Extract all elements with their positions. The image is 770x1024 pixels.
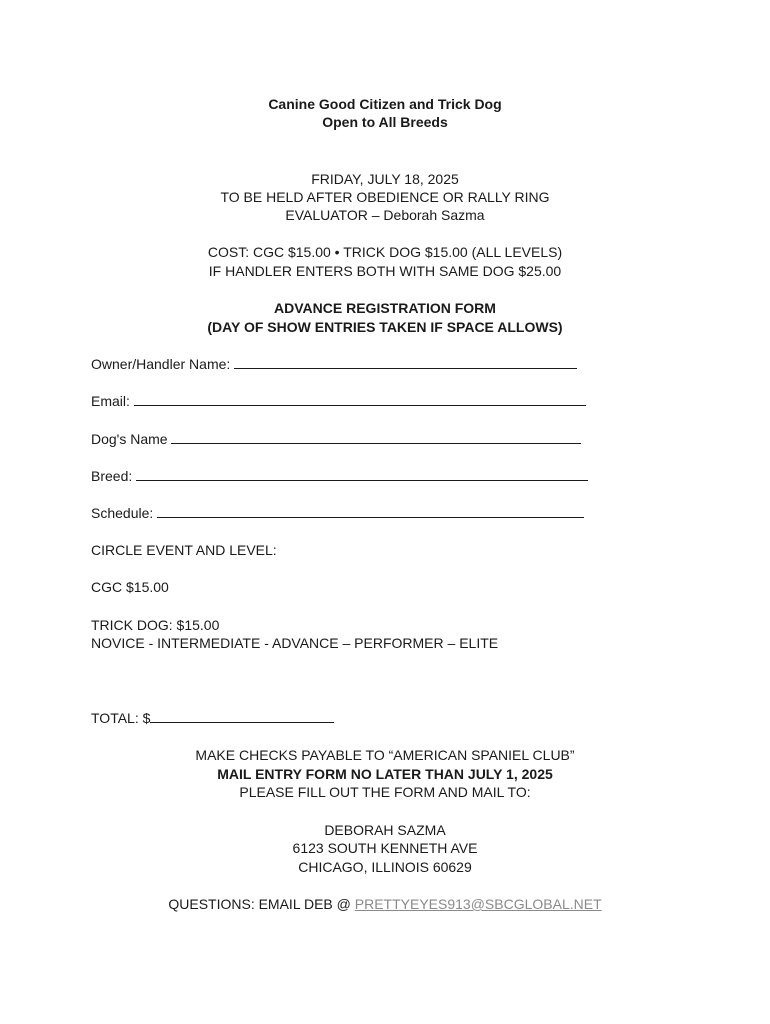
total-input-line[interactable] [150,709,334,723]
owner-field [91,355,577,373]
total-field [91,709,334,727]
dog-name-label: Dog's Name [91,431,168,447]
owner-input-line[interactable] [234,355,577,369]
trick-dog-option[interactable]: TRICK DOG: $15.00 [91,617,220,633]
mail-instruction: PLEASE FILL OUT THE FORM AND MAIL TO: [239,784,531,800]
breed-label: Breed: [91,468,133,484]
total-label: TOTAL: $ [91,710,151,726]
schedule-label: Schedule: [91,505,154,521]
dog-name-input-line[interactable] [171,430,581,444]
address-name: DEBORAH SAZMA [324,822,446,838]
address-city: CHICAGO, ILLINOIS 60629 [298,859,472,875]
cost-line: COST: CGC $15.00 • TRICK DOG $15.00 (ALL LEVELS) [207,244,563,260]
breed-field [91,467,588,485]
address-street: 6123 SOUTH KENNETH AVE [292,840,478,856]
cgc-option[interactable]: CGC $15.00 [91,579,169,595]
owner-label: Owner/Handler Name: [91,356,231,372]
email-input-line[interactable] [134,392,586,406]
event-evaluator: EVALUATOR – Deborah Sazma [285,207,485,223]
contact-email-link[interactable]: PRETTYEYES913@SBCGLOBAL.NET [354,896,602,912]
document-subtitle: Open to All Breeds [322,114,448,130]
event-location: TO BE HELD AFTER OBEDIENCE OR RALLY RING [220,189,550,205]
email-field [91,392,586,410]
cost-combo-line: IF HANDLER ENTERS BOTH WITH SAME DOG $25.00 [208,263,562,279]
questions-line [0,895,770,913]
circle-event-instruction: CIRCLE EVENT AND LEVEL: [91,542,277,558]
event-date: FRIDAY, JULY 18, 2025 [311,171,459,187]
document-title: Canine Good Citizen and Trick Dog [268,96,502,112]
registration-subheading: (DAY OF SHOW ENTRIES TAKEN IF SPACE ALLOWS) [207,319,563,335]
mail-deadline: MAIL ENTRY FORM NO LATER THAN JULY 1, 2025 [217,766,553,782]
trick-dog-levels[interactable]: NOVICE - INTERMEDIATE - ADVANCE – PERFORMER – ELITE [91,635,499,651]
schedule-field [91,504,584,522]
dog-name-field [91,430,581,448]
breed-input-line[interactable] [136,467,588,481]
schedule-input-line[interactable] [157,504,584,518]
registration-heading: ADVANCE REGISTRATION FORM [274,300,496,316]
questions-prefix: QUESTIONS: EMAIL DEB @ [168,896,355,912]
email-label: Email: [91,393,130,409]
checks-payable: MAKE CHECKS PAYABLE TO “AMERICAN SPANIEL CLUB” [195,747,575,763]
